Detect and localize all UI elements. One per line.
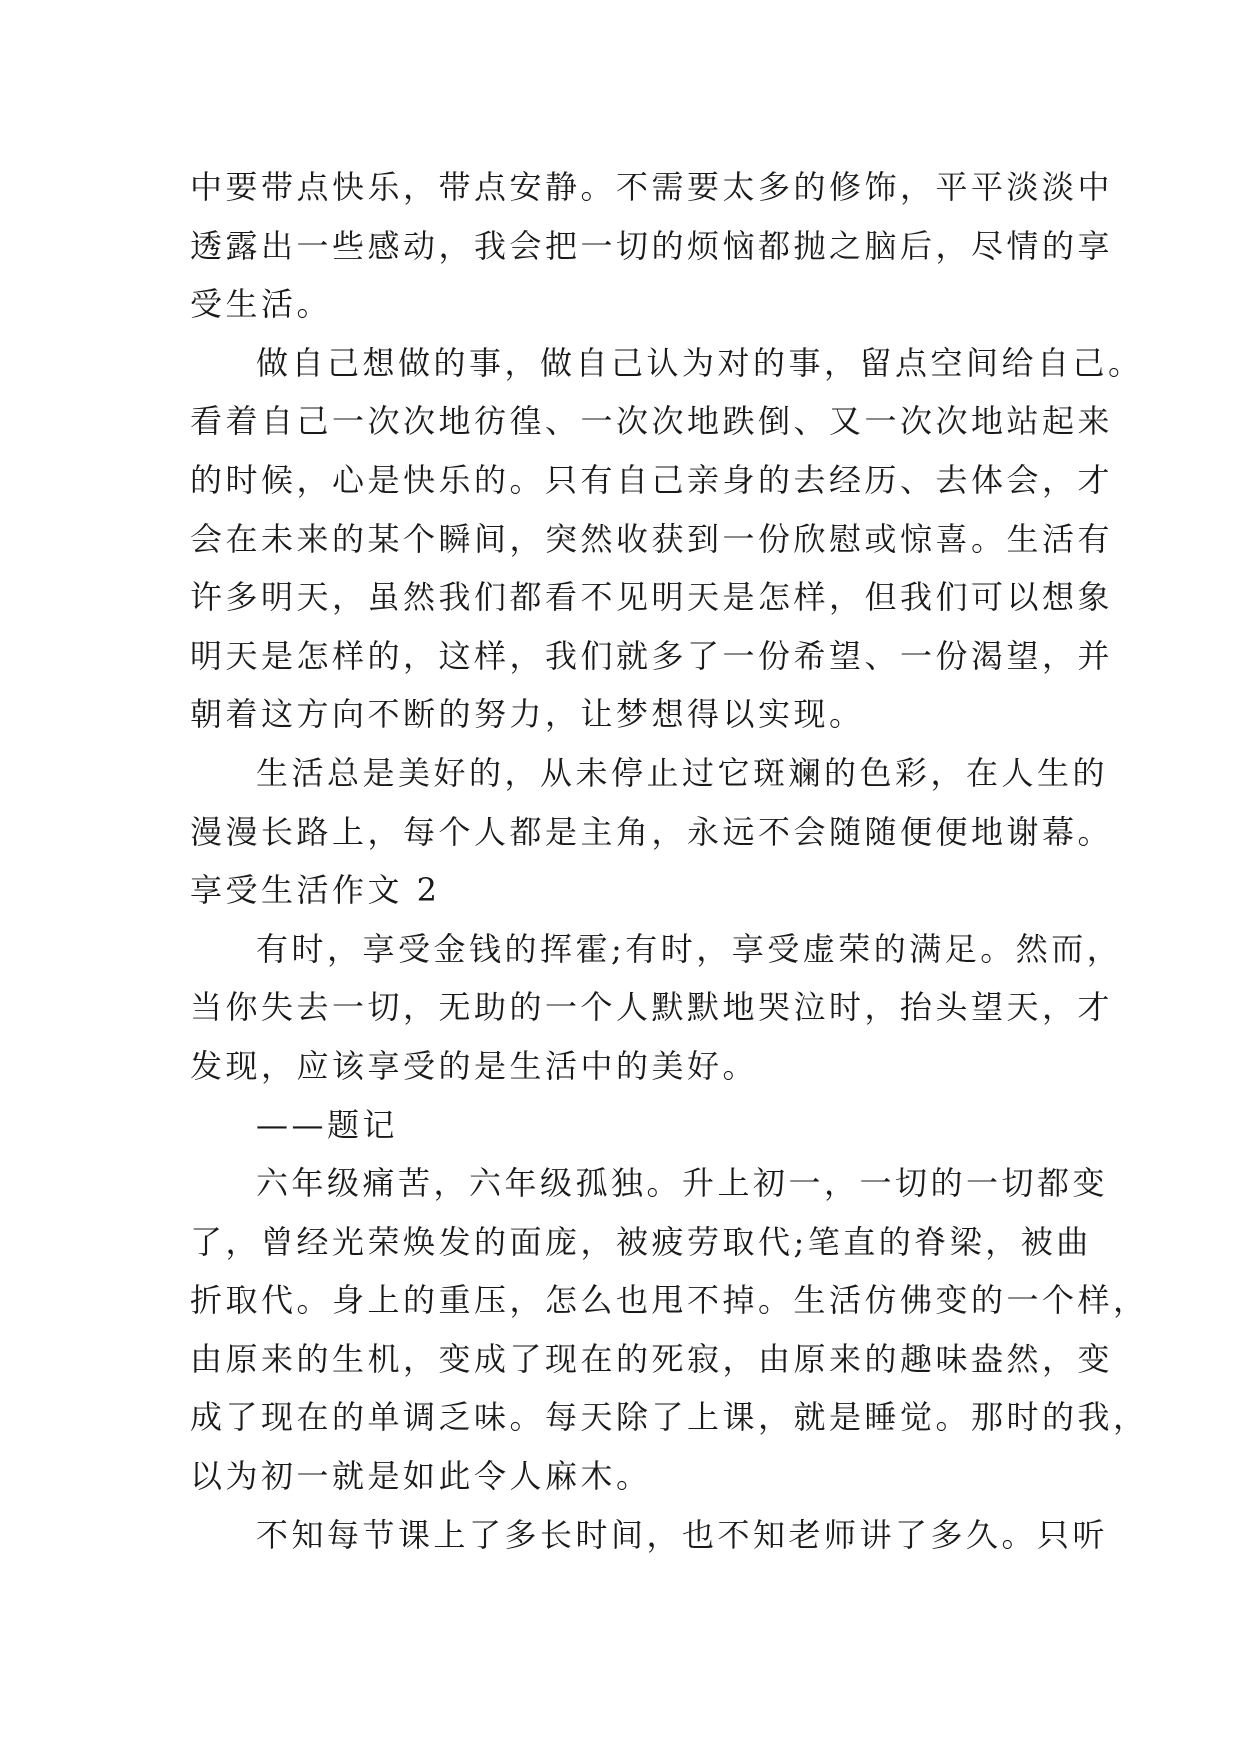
text-line: 朝着这方向不断的努力，让梦想得以实现。 <box>190 695 865 734</box>
text-line: 许多明天，虽然我们都看不见明天是怎样，但我们可以想象 <box>190 578 1114 617</box>
text-line: 不知每节课上了多长时间，也不知老师讲了多久。只听 <box>256 1515 1109 1554</box>
text-line: 六年级痛苦，六年级孤独。升上初一，一切的一切都变 <box>256 1164 1109 1203</box>
text-line: 看着自己一次次地彷徨、一次次地跌倒、又一次次地站起来 <box>190 402 1114 441</box>
text-line: 以为初一就是如此令人麻木。 <box>190 1457 652 1496</box>
text-line: 会在未来的某个瞬间，突然收获到一份欣慰或惊喜。生活有 <box>190 519 1114 558</box>
text-line: ——题记 <box>256 1105 399 1144</box>
text-line: 有时，享受金钱的挥霍;有时，享受虚荣的满足。然而， <box>256 929 1123 968</box>
text-line: 成了现在的单调乏味。每天除了上课，就是睡觉。那时的我， <box>190 1398 1149 1437</box>
text-line: 折取代。身上的重压，怎么也甩不掉。生活仿佛变的一个样， <box>190 1281 1149 1320</box>
document-body <box>190 158 1149 1564</box>
text-line: 发现，应该享受的是生活中的美好。 <box>190 1046 759 1085</box>
text-line: 做自己想做的事，做自己认为对的事，留点空间给自己。 <box>256 343 1144 382</box>
section-heading: 享受生活作文 2 <box>190 871 441 910</box>
text-line: 透露出一些感动，我会把一切的烦恼都抛之脑后，尽情的享 <box>190 226 1114 265</box>
text-line: 当你失去一切，无助的一个人默默地哭泣时，抬头望天，才 <box>190 988 1114 1027</box>
text-line: 的时候，心是快乐的。只有自己亲身的去经历、去体会，才 <box>190 460 1114 499</box>
text-line: 漫漫长路上，每个人都是主角，永远不会随随便便地谢幕。 <box>190 812 1114 851</box>
text-line: 由原来的生机，变成了现在的死寂，由原来的趣味盎然，变 <box>190 1339 1114 1378</box>
text-line: 受生活。 <box>190 285 333 324</box>
text-line: 了，曾经光荣焕发的面庞，被疲劳取代;笔直的脊梁，被曲 <box>190 1222 1092 1261</box>
text-line: 明天是怎样的，这样，我们就多了一份希望、一份渴望，并 <box>190 636 1114 675</box>
text-line: 生活总是美好的，从未停止过它斑斓的色彩，在人生的 <box>256 753 1109 792</box>
text-line: 中要带点快乐，带点安静。不需要太多的修饰，平平淡淡中 <box>190 168 1114 206</box>
